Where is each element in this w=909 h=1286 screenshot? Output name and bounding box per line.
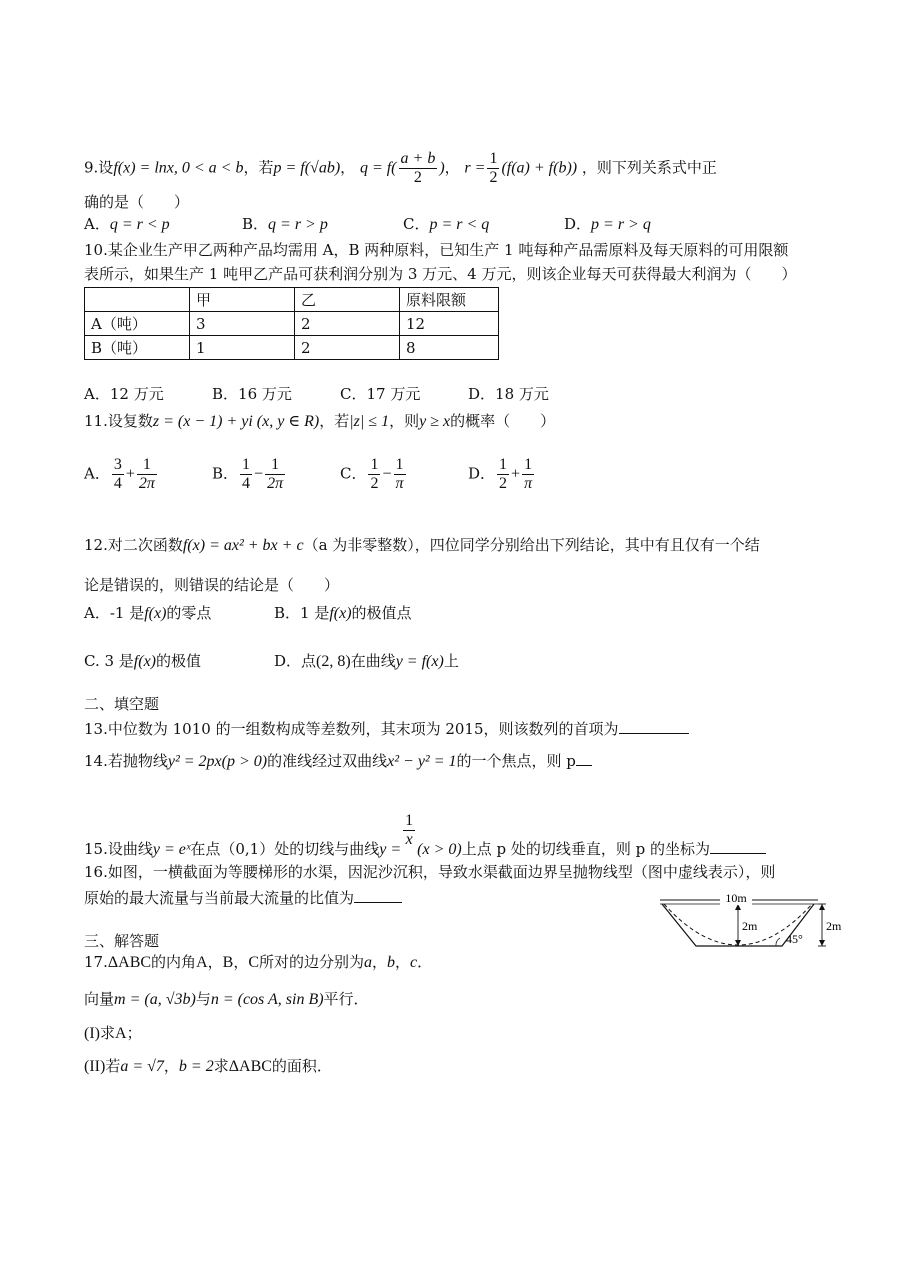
q16-line1: 16.如图，一横截面为等腰梯形的水渠，因泥沙沉积，导致水渠截面边界呈抛物线型（图中虚线表示），则 [84, 863, 776, 881]
q10-line2: 表所示，如果生产 1 吨甲乙产品可获利润分别为 3 万元、4 万元，则该企业每天可获得最大利润为（ ） [84, 265, 797, 283]
q12-line1: 12.对二次函数f(x) = ax² + bx + c（a 为非零整数），四位同学分别给出下列结论，其中有且仅有一个结 [84, 536, 760, 554]
q9-option-c: C．p = r < q [403, 215, 490, 233]
q10-option-d: D．18 万元 [468, 385, 549, 403]
q9-suffix: ，则下列关系式中正 [581, 158, 717, 177]
q9-prefix: 9.设 [84, 158, 114, 177]
q12-option-c: C. 3 是f(x)的极值 [84, 652, 202, 670]
table-row: A（吨） 3 2 12 [85, 312, 499, 336]
q12-line2: 论是错误的，则错误的结论是（ ） [84, 576, 340, 594]
q17-part2: (II)若a = √7，b = 2求ΔABC的面积． [84, 1057, 332, 1075]
q10-option-b: B．16 万元 [212, 385, 292, 403]
q9-option-b: B．q = r > p [242, 215, 328, 233]
q12-option-d: D．点(2, 8)在曲线y = f(x)上 [274, 652, 459, 670]
section-solutions: 三、解答题 [84, 932, 160, 950]
q10-table [84, 287, 499, 360]
q12-option-b: B．1 是f(x)的极值点 [274, 604, 412, 622]
section-fill-in: 二、填空题 [84, 695, 160, 713]
canal-figure [658, 888, 848, 952]
q9-option-a: A．q = r < p [84, 215, 170, 233]
table-row: 甲 乙 原料限额 [85, 288, 499, 312]
q14-blank[interactable] [576, 749, 592, 766]
q9-line2: 确的是（ ） [84, 193, 190, 211]
q9-option-d: D．p = r > q [564, 215, 651, 233]
q9-r-frac: $\frac{1}{2}$ [489, 150, 498, 186]
q9-q-left: q = f( [359, 159, 397, 177]
q9-fx: f(x) = lnx, 0 < a < b [113, 159, 244, 177]
q12-fx: f(x) = ax² + bx + c [182, 537, 304, 554]
figure-depth-label: 2m [742, 919, 758, 933]
q11-ineq: y ≥ x [419, 413, 451, 430]
q17-part1: (I)求A； [84, 1024, 142, 1042]
q11-option-d: D． $\frac{1}{2}$ + $\frac{1}{\pi}$ [468, 456, 533, 492]
q11-cond: |z| ≤ 1 [349, 413, 390, 430]
table-row: B（吨） 1 2 8 [85, 336, 499, 360]
q9-q-frac: $\frac{a + b}{2}$ [400, 150, 436, 186]
q16-line2: 原始的最大流量与当前最大流量的比值为 [84, 886, 402, 909]
q9-line1: 9.设f(x) = lnx, 0 < a < b，若p = f(√ab)， q = f( $\frac{a + b}{2}$ )， r = $\frac{1}{2}$ (f(a) + f(b)) ，则下列关系式中正 [84, 150, 717, 186]
q12-option-a: A．-1 是f(x)的零点 [84, 604, 212, 622]
q10-line1: 10.某企业生产甲乙两种产品均需用 A，B 两种原料，已知生产 1 吨每种产品需原料及每天原料的可用限额 [84, 241, 789, 259]
q9-p: p = f(√ab) [273, 159, 341, 177]
q15-blank[interactable] [710, 837, 766, 854]
q11-option-c: C． $\frac{1}{2}$ − $\frac{1}{\pi}$ [340, 456, 404, 492]
q9-q-right: ) [439, 159, 445, 177]
q11-option-a: A． $\frac{3}{4}$ + $\frac{1}{2\pi}$ [84, 456, 155, 492]
q15-line: 15.设曲线y = eˣ在点（0,1）处的切线与曲线y = $\frac{1}{x}$ (x > 0)上点 p 处的切线垂直，则 p 的坐标为 [84, 812, 766, 861]
q13-blank[interactable] [619, 717, 689, 734]
q13-line: 13.中位数为 1010 的一组数构成等差数列，其末项为 2015，则该数列的首项为 [84, 717, 689, 740]
q17-line1: 17.ΔABC的内角A，B，C所对的边分别为a，b，c． [84, 953, 433, 971]
q10-option-a: A．12 万元 [84, 385, 164, 403]
figure-top-label: 10m [725, 891, 747, 905]
q11-option-b: B． $\frac{1}{4}$ − $\frac{1}{2\pi}$ [212, 456, 284, 492]
q9-r-left: r = [464, 159, 486, 177]
figure-side-label: 2m [826, 919, 842, 933]
q9-ruo: ，若 [243, 158, 274, 177]
q9-r-right: (f(a) + f(b)) [501, 159, 578, 177]
q11-z: z = (x − 1) + yi (x, y ∈ R) [152, 413, 320, 430]
q17-line2: 向量m = (a, √3b)与n = (cos A, sin B)平行． [84, 990, 369, 1008]
q11-line: 11.设复数z = (x − 1) + yi (x, y ∈ R)，若|z| ≤ 1，则y ≥ x的概率（ ） [84, 412, 556, 430]
q14-line: 14.若抛物线y² = 2px(p > 0)的准线经过双曲线x² − y² = 1的一个焦点，则 p [84, 749, 592, 773]
figure-angle-label: 45° [786, 932, 803, 946]
q16-blank[interactable] [354, 886, 402, 903]
q10-option-c: C．17 万元 [340, 385, 421, 403]
